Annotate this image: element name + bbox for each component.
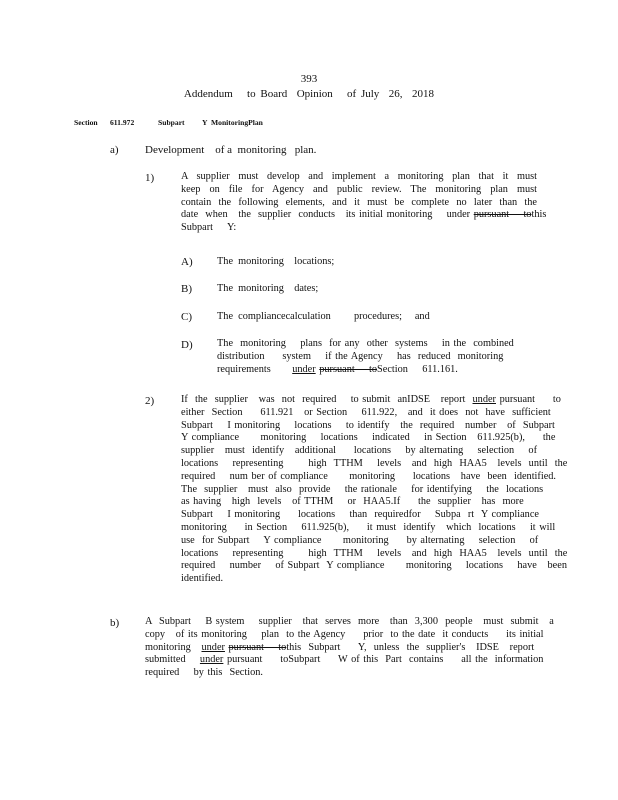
- paragraph-line: as having high levels of TTHM or HAA5.If the supplier has more: [181, 496, 524, 508]
- paragraph-line: required num ber of compliance monitoring locations have been identified.: [181, 470, 556, 482]
- paragraph-line: distribution system if the Agency has reduced monitoring: [217, 350, 504, 362]
- paragraph-line: The monitoring plans for any other systems in the combined: [217, 338, 514, 349]
- subitem-b-label: B): [181, 283, 192, 295]
- subsection-b-label: b): [110, 617, 120, 629]
- line-text: pursuant toSubpart W of this Part contains all the information: [226, 654, 544, 666]
- subitem-a-text: The monitoring locations;: [217, 256, 335, 267]
- paragraph-line: keep on file for Agency and public review. The monitoring plan must: [181, 183, 537, 195]
- subitem-a-label: A): [181, 256, 193, 268]
- subitem-c-label: C): [181, 311, 192, 323]
- line-text: requirements: [217, 363, 271, 375]
- paragraph-line: A supplier must develop and implement a monitoring plan that it must: [181, 171, 537, 182]
- paragraph-line: contain the following elements, and it must be complete no later than the: [181, 196, 537, 208]
- subsection-b-paragraph: [145, 616, 554, 680]
- underlined-text: under: [199, 654, 224, 666]
- item-2-paragraph: [181, 394, 568, 586]
- line-text: monitoring: [145, 641, 191, 653]
- subpart-label: Subpart: [158, 118, 185, 127]
- subpart-title: Y MonitoringPlan: [202, 118, 263, 127]
- paragraph-line: monitoring in Section 611.925(b), it must identify which locations it will: [181, 521, 556, 533]
- line-text: pursuant to: [499, 394, 561, 405]
- line-text: this Subpart Y, unless the supplier's IDSE report: [286, 641, 535, 653]
- underlined-text: under: [292, 363, 316, 375]
- underlined-text: under: [472, 394, 496, 405]
- subitem-b-text: The monitoring dates;: [217, 283, 319, 294]
- paragraph-line: Subpart I monitoring locations than requiredfor Subpa rt Y compliance: [181, 509, 539, 521]
- item-2-label: 2): [145, 395, 155, 407]
- subsection-a-text: Development of a monitoring plan.: [145, 144, 317, 156]
- subitem-c-text: The compliancecalculation procedures; and: [217, 311, 430, 322]
- subitem-d-label: D): [181, 339, 193, 351]
- page-number: 393: [300, 73, 318, 85]
- paragraph-line: [145, 654, 544, 667]
- line-text: submitted: [145, 654, 186, 666]
- page-title: Addendum to Board Opinion of July 26, 2018: [183, 88, 435, 100]
- paragraph-line: required by this Section.: [145, 667, 263, 679]
- paragraph-line: use for Subpart Y compliance monitoring by alternating selection of: [181, 534, 539, 546]
- line-text: date when the supplier conducts its initial monitoring under: [181, 209, 471, 221]
- paragraph-line: A Subpart B system supplier that serves more than 3,300 people must submit a: [145, 616, 554, 627]
- paragraph-line: [217, 364, 507, 377]
- paragraph-line: required number of Subpart Y compliance monitoring locations have been: [181, 560, 567, 572]
- item-1-label: 1): [145, 172, 155, 184]
- section-label: Section: [74, 118, 98, 127]
- paragraph-line: Subpart I monitoring locations to identify the required number of Subpart: [181, 419, 555, 431]
- underlined-text: under: [201, 641, 225, 653]
- section-number: 611.972: [110, 118, 135, 127]
- paragraph-line: copy of its monitoring plan to the Agency prior to the date it conducts its initial: [145, 628, 544, 640]
- line-text: Section 611.161.: [377, 363, 458, 375]
- paragraph-line: The supplier must also provide the rationale for identifying the locations: [181, 483, 544, 495]
- paragraph-line: Subpart Y:: [181, 222, 237, 234]
- paragraph-line: either Section 611.921 or Section 611.922, and it does not have sufficient: [181, 406, 551, 418]
- paragraph-line: Y compliance monitoring locations indicated in Section 611.925(b), the: [181, 432, 556, 444]
- struck-text: pursuant to: [228, 641, 287, 653]
- paragraph-line: locations representing high TTHM levels and high HAA5 levels until the: [181, 547, 568, 559]
- line-text: this: [531, 209, 547, 221]
- paragraph-line: [181, 209, 547, 222]
- struck-text: pursuant to: [473, 209, 532, 221]
- subitem-d-paragraph: [217, 338, 514, 376]
- paragraph-line: locations representing high TTHM levels and high HAA5 levels until the: [181, 457, 568, 469]
- paragraph-line: identified.: [181, 573, 224, 585]
- subsection-a-label: a): [110, 144, 119, 156]
- paragraph-line: [145, 641, 535, 655]
- paragraph-line: supplier must identify additional locations by alternating selection of: [181, 445, 538, 457]
- struck-text: pursuant to: [319, 363, 378, 375]
- item-1-paragraph: [181, 171, 547, 235]
- line-text: If the supplier was not required to submit anIDSE report: [181, 394, 466, 405]
- paragraph-line: [181, 394, 561, 407]
